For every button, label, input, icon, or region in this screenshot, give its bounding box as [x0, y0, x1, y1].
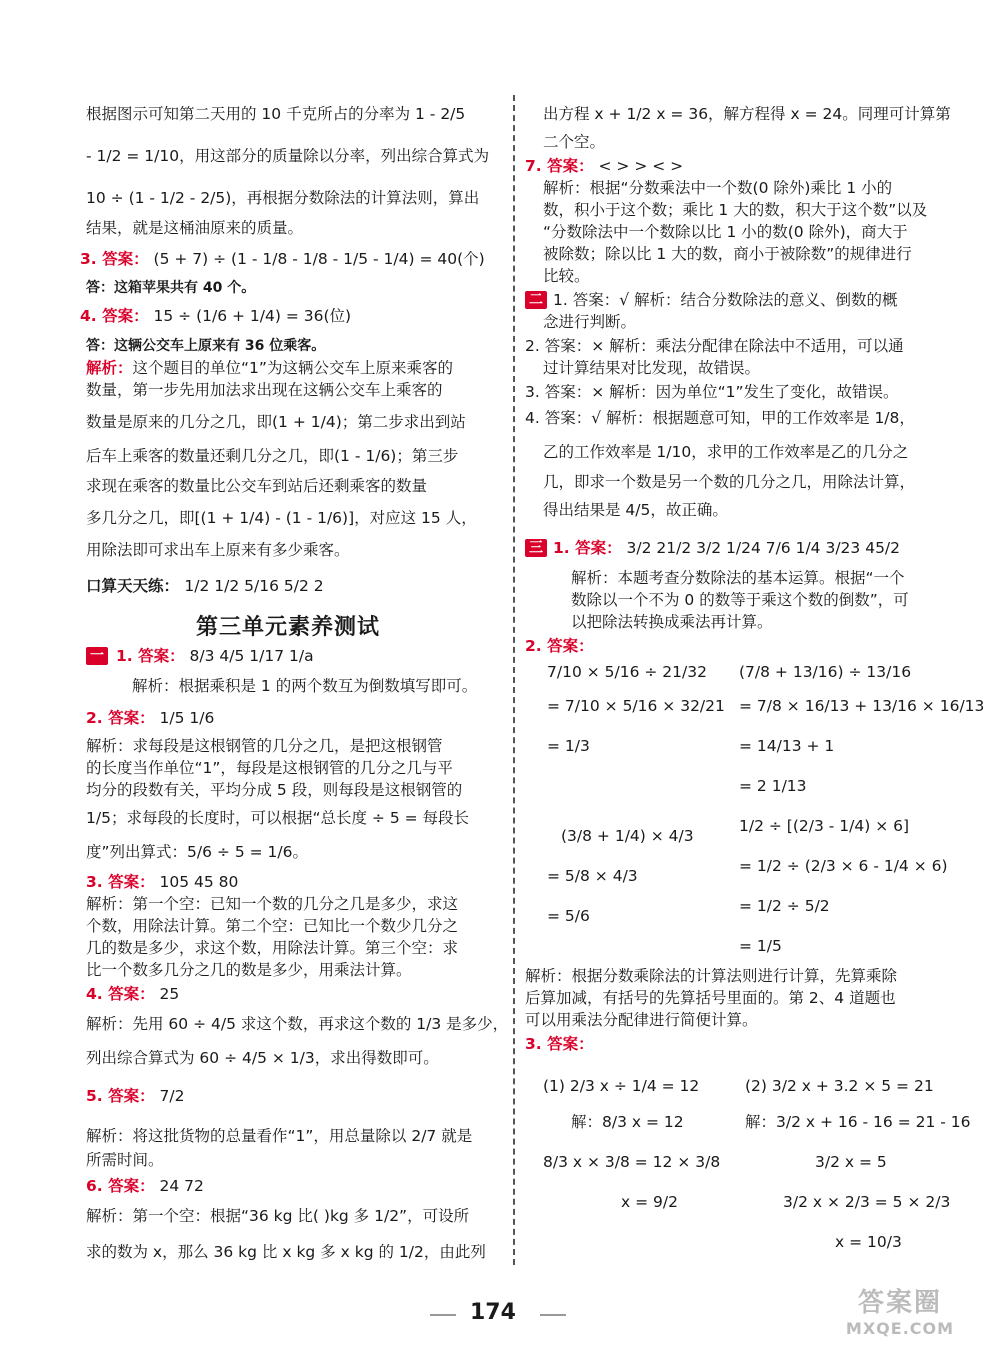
analysis-text: 解析：根据乘积是 1 的两个数互为倒数填写即可。 — [132, 677, 478, 695]
calc-line: = 1/5 — [739, 937, 782, 955]
judgement-line: 念进行判断。 — [543, 313, 637, 331]
analysis-text: 数量，第一步先用加法求出现在这辆公交车上乘客的 — [86, 381, 443, 399]
judgement-line: 2. 答案：× 解析：乘法分配律在除法中不适用，可以通 — [525, 337, 904, 355]
judgement-line: 4. 答案：√ 解析：根据题意可知，甲的工作效率是 1/8， — [525, 409, 915, 427]
answer-sentence: 答：这箱苹果共有 40 个。 — [86, 280, 256, 296]
calc-line: (3/8 + 1/4) × 4/3 — [561, 827, 694, 845]
answer-value: 25 — [159, 985, 180, 1003]
calc-line: 7/10 × 5/16 ÷ 21/32 — [547, 663, 707, 681]
calc-line: = 5/8 × 4/3 — [547, 867, 638, 885]
answer-label: 4. 答案： — [80, 307, 149, 325]
analysis-text: 可以用乘法分配律进行简便计算。 — [525, 1011, 758, 1029]
text-line: 出方程 x + 1/2 x = 36，解方程得 x = 24。同理可计算第 — [543, 105, 951, 123]
calc-line: (7/8 + 13/16) ÷ 13/16 — [739, 663, 912, 681]
analysis-text: 解析：将这批货物的总量看作“1”，用总量除以 2/7 就是 — [86, 1127, 473, 1145]
analysis-text: 比一个数多几分之几的数是多少，用乘法计算。 — [86, 961, 412, 979]
mental-math-values: 1/2 1/2 5/16 5/2 2 — [184, 577, 324, 595]
answer-value: 1/5 1/6 — [159, 709, 215, 727]
calc-line: = 1/2 ÷ (2/3 × 6 - 1/4 × 6) — [739, 857, 948, 875]
section-badge: 一 — [86, 647, 108, 665]
analysis-text: 几的数是多少，求这个数，用除法计算。第三个空：求 — [86, 939, 459, 957]
watermark-text: 答案圈 — [857, 1288, 942, 1318]
page-dash-left — [430, 1314, 456, 1316]
answer-label: 1. 答案： — [553, 539, 622, 557]
calc-line: = 14/13 + 1 — [739, 737, 835, 755]
judgement-line: 得出结果是 4/5，故正确。 — [543, 501, 728, 519]
analysis-text: 求现在乘客的数量比公交车到站后还剩乘客的数量 — [86, 477, 428, 495]
analysis-text: 后算加减，有括号的先算括号里面的。第 2、4 道题也 — [525, 989, 896, 1007]
equation-line: x = 9/2 — [621, 1193, 678, 1211]
section-badge: 三 — [525, 539, 547, 557]
answer-value: (5 + 7) ÷ (1 - 1/8 - 1/8 - 1/5 - 1/4) = 40(个) — [153, 250, 485, 268]
judgement-line: 1. 答案：√ 解析：结合分数除法的意义、倒数的概 — [553, 291, 898, 309]
analysis-text: 求的数为 x，那么 36 kg 比 x kg 多 x kg 的 1/2，由此列 — [86, 1243, 486, 1261]
analysis-label: 解析： — [86, 359, 133, 377]
equation-line: 3/2 x = 5 — [815, 1153, 887, 1171]
analysis-text: 多几分之几，即[(1 + 1/4) - (1 - 1/6)]，对应这 15 人， — [86, 509, 477, 527]
equation-line: 解：8/3 x = 12 — [571, 1113, 684, 1131]
answer-label: 2. 答案： — [86, 709, 155, 727]
answer-value: 3/2 21/2 3/2 1/24 7/6 1/4 3/23 45/2 — [626, 539, 901, 557]
judgement-line: 3. 答案：× 解析：因为单位“1”发生了变化，故错误。 — [525, 383, 899, 401]
answer-value: 105 45 80 — [159, 873, 239, 891]
analysis-text: “分数除法中一个数除以比 1 小的数(0 除外)，商大于 — [543, 223, 908, 241]
analysis-text: 均分的段数有关，平均分成 5 段，则每段是这根钢管的 — [86, 781, 463, 799]
page-dash-right — [540, 1314, 566, 1316]
calc-line: 1/2 ÷ [(2/3 - 1/4) × 6] — [739, 817, 910, 835]
analysis-text: 解析：根据“分数乘法中一个数(0 除外)乘比 1 小的 — [543, 179, 893, 197]
analysis-text: 解析：第一个空：已知一个数的几分之几是多少，求这 — [86, 895, 459, 913]
text-line: 根据图示可知第二天用的 10 千克所占的分率为 1 - 2/5 — [86, 105, 466, 123]
analysis-text: 解析：本题考查分数除法的基本运算。根据“一个 — [571, 569, 905, 587]
mental-math-label: 口算天天练： — [86, 577, 180, 595]
analysis-text: 这个题目的单位“1”为这辆公交车上原来乘客的 — [132, 359, 453, 377]
calc-line: = 7/10 × 5/16 × 32/21 — [547, 697, 725, 715]
answer-value: 24 72 — [159, 1177, 204, 1195]
text-line: 结果，就是这桶油原来的质量。 — [86, 219, 304, 237]
calc-line: = 1/3 — [547, 737, 590, 755]
analysis-text: 列出综合算式为 60 ÷ 4/5 × 1/3，求出得数即可。 — [86, 1049, 439, 1067]
answer-sentence: 答：这辆公交车上原来有 36 位乘客。 — [86, 338, 326, 354]
calc-line: = 1/2 ÷ 5/2 — [739, 897, 830, 915]
answer-label: 4. 答案： — [86, 985, 155, 1003]
section-badge: 二 — [525, 291, 547, 309]
answer-label: 3. 答案： — [80, 250, 149, 268]
calc-line: = 2 1/13 — [739, 777, 807, 795]
answer-value: 8/3 4/5 1/17 1/a — [189, 647, 314, 665]
equation-line: 解：3/2 x + 16 - 16 = 21 - 16 — [745, 1113, 971, 1131]
text-line: 10 ÷ (1 - 1/2 - 2/5)，再根据分数除法的计算法则，算出 — [86, 189, 480, 207]
analysis-text: 数除以一个不为 0 的数等于乘这个数的倒数”，可 — [571, 591, 909, 609]
answer-label: 3. 答案： — [86, 873, 155, 891]
watermark — [820, 1290, 980, 1345]
analysis-text: 解析：求每段是这根钢管的几分之几，是把这根钢管 — [86, 737, 443, 755]
analysis-text: 以把除法转换成乘法再计算。 — [571, 613, 773, 631]
answer-label: 1. 答案： — [116, 647, 185, 665]
watermark-url: MXQE.COM — [845, 1319, 955, 1338]
text-line: 二个空。 — [543, 133, 606, 151]
answer-value: 15 ÷ (1/6 + 1/4) = 36(位) — [153, 307, 352, 325]
analysis-text: 被除数；除以比 1 大的数，商小于被除数”的规律进行 — [543, 245, 912, 263]
equation-line: 3/2 x × 2/3 = 5 × 2/3 — [783, 1193, 951, 1211]
answer-value: 7/2 — [159, 1087, 185, 1105]
answer-label: 6. 答案： — [86, 1177, 155, 1195]
analysis-text: 解析：根据分数乘除法的计算法则进行计算，先算乘除 — [525, 967, 898, 985]
answer-label: 7. 答案： — [525, 157, 594, 175]
equation-line: (1) 2/3 x ÷ 1/4 = 12 — [543, 1077, 700, 1095]
analysis-text: 数，积小于这个数；乘比 1 大的数，积大于这个数”以及 — [543, 201, 928, 219]
analysis-text: 的长度当作单位“1”，每段是这根钢管的几分之几与平 — [86, 759, 453, 777]
equation-line: x = 10/3 — [835, 1233, 902, 1251]
page-number: 174 — [470, 1300, 516, 1325]
analysis-text: 用除法即可求出车上原来有多少乘客。 — [86, 541, 350, 559]
analysis-text: 1/5；求每段的长度时，可以根据“总长度 ÷ 5 = 每段长 — [86, 809, 470, 827]
answer-label: 2. 答案： — [525, 637, 594, 655]
judgement-line: 乙的工作效率是 1/10，求甲的工作效率是乙的几分之 — [543, 443, 909, 461]
equation-line: (2) 3/2 x + 3.2 × 5 = 21 — [745, 1077, 934, 1095]
judgement-line: 过计算结果对比发现，故错误。 — [543, 359, 761, 377]
text-line: - 1/2 = 1/10，用这部分的质量除以分率，列出综合算式为 — [86, 147, 490, 165]
column-divider — [513, 95, 515, 1265]
answer-value: < > > < > — [598, 157, 684, 175]
analysis-text: 解析：第一个空：根据“36 kg 比( )kg 多 1/2”，可设所 — [86, 1207, 470, 1225]
equation-line: 8/3 x × 3/8 = 12 × 3/8 — [543, 1153, 721, 1171]
answer-label: 5. 答案： — [86, 1087, 155, 1105]
calc-line: = 7/8 × 16/13 + 13/16 × 16/13 — [739, 697, 985, 715]
analysis-text: 度”列出算式：5/6 ÷ 5 = 1/6。 — [86, 843, 308, 861]
answer-label: 3. 答案： — [525, 1035, 594, 1053]
calc-line: = 5/6 — [547, 907, 590, 925]
analysis-text: 解析：先用 60 ÷ 4/5 求这个数，再求这个数的 1/3 是多少， — [86, 1015, 509, 1033]
unit-title: 第三单元素养测试 — [196, 615, 381, 640]
judgement-line: 几，即求一个数是另一个数的几分之几，用除法计算， — [543, 473, 916, 491]
analysis-text: 所需时间。 — [86, 1151, 164, 1169]
analysis-text: 后车上乘客的数量还剩几分之几，即(1 - 1/6)；第三步 — [86, 447, 459, 465]
analysis-text: 比较。 — [543, 267, 590, 285]
analysis-text: 数量是原来的几分之几，即(1 + 1/4)；第二步求出到站 — [86, 413, 466, 431]
analysis-text: 个数，用除法计算。第二个空：已知比一个数少几分之 — [86, 917, 459, 935]
